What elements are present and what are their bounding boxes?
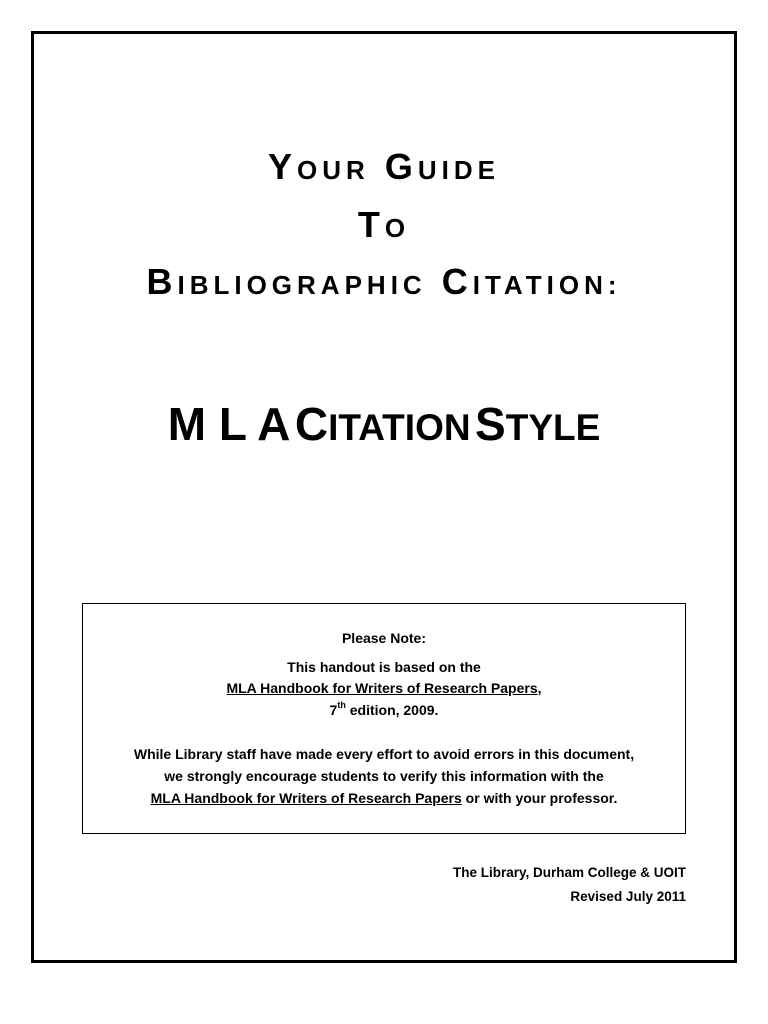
note-line-handbook: MLA Handbook for Writers of Research Papers, (226, 680, 542, 696)
credit-revised-date: Revised July 2011 (570, 889, 686, 904)
note-line-disclaimer-3: MLA Handbook for Writers of Research Papers or with your professor. (150, 790, 618, 806)
note-line-disclaimer-2: we strongly encourage students to verify this information with the (164, 768, 604, 784)
title-line-your-guide: YOUR GUIDE (268, 146, 500, 187)
title-line-to: TO (357, 204, 411, 245)
note-heading: Please Note: (341, 630, 427, 646)
subtitle-mla-citation-style: M L A CITATION STYLE (167, 398, 601, 450)
credit-library: The Library, Durham College & UOIT (452, 865, 686, 880)
note-line-disclaimer-1: While Library staff have made every effort to avoid errors in this document, (133, 746, 635, 762)
note-line-edition: 7th edition, 2009. (329, 700, 439, 718)
title-line-bibliographic-citation: BIBLIOGRAPHIC CITATION: (146, 261, 622, 302)
note-box (82, 603, 686, 834)
handbook-title: MLA Handbook for Writers of Research Papers (226, 680, 538, 696)
handbook-title-2: MLA Handbook for Writers of Research Papers (150, 790, 462, 806)
note-line-based-on: This handout is based on the (287, 659, 481, 675)
